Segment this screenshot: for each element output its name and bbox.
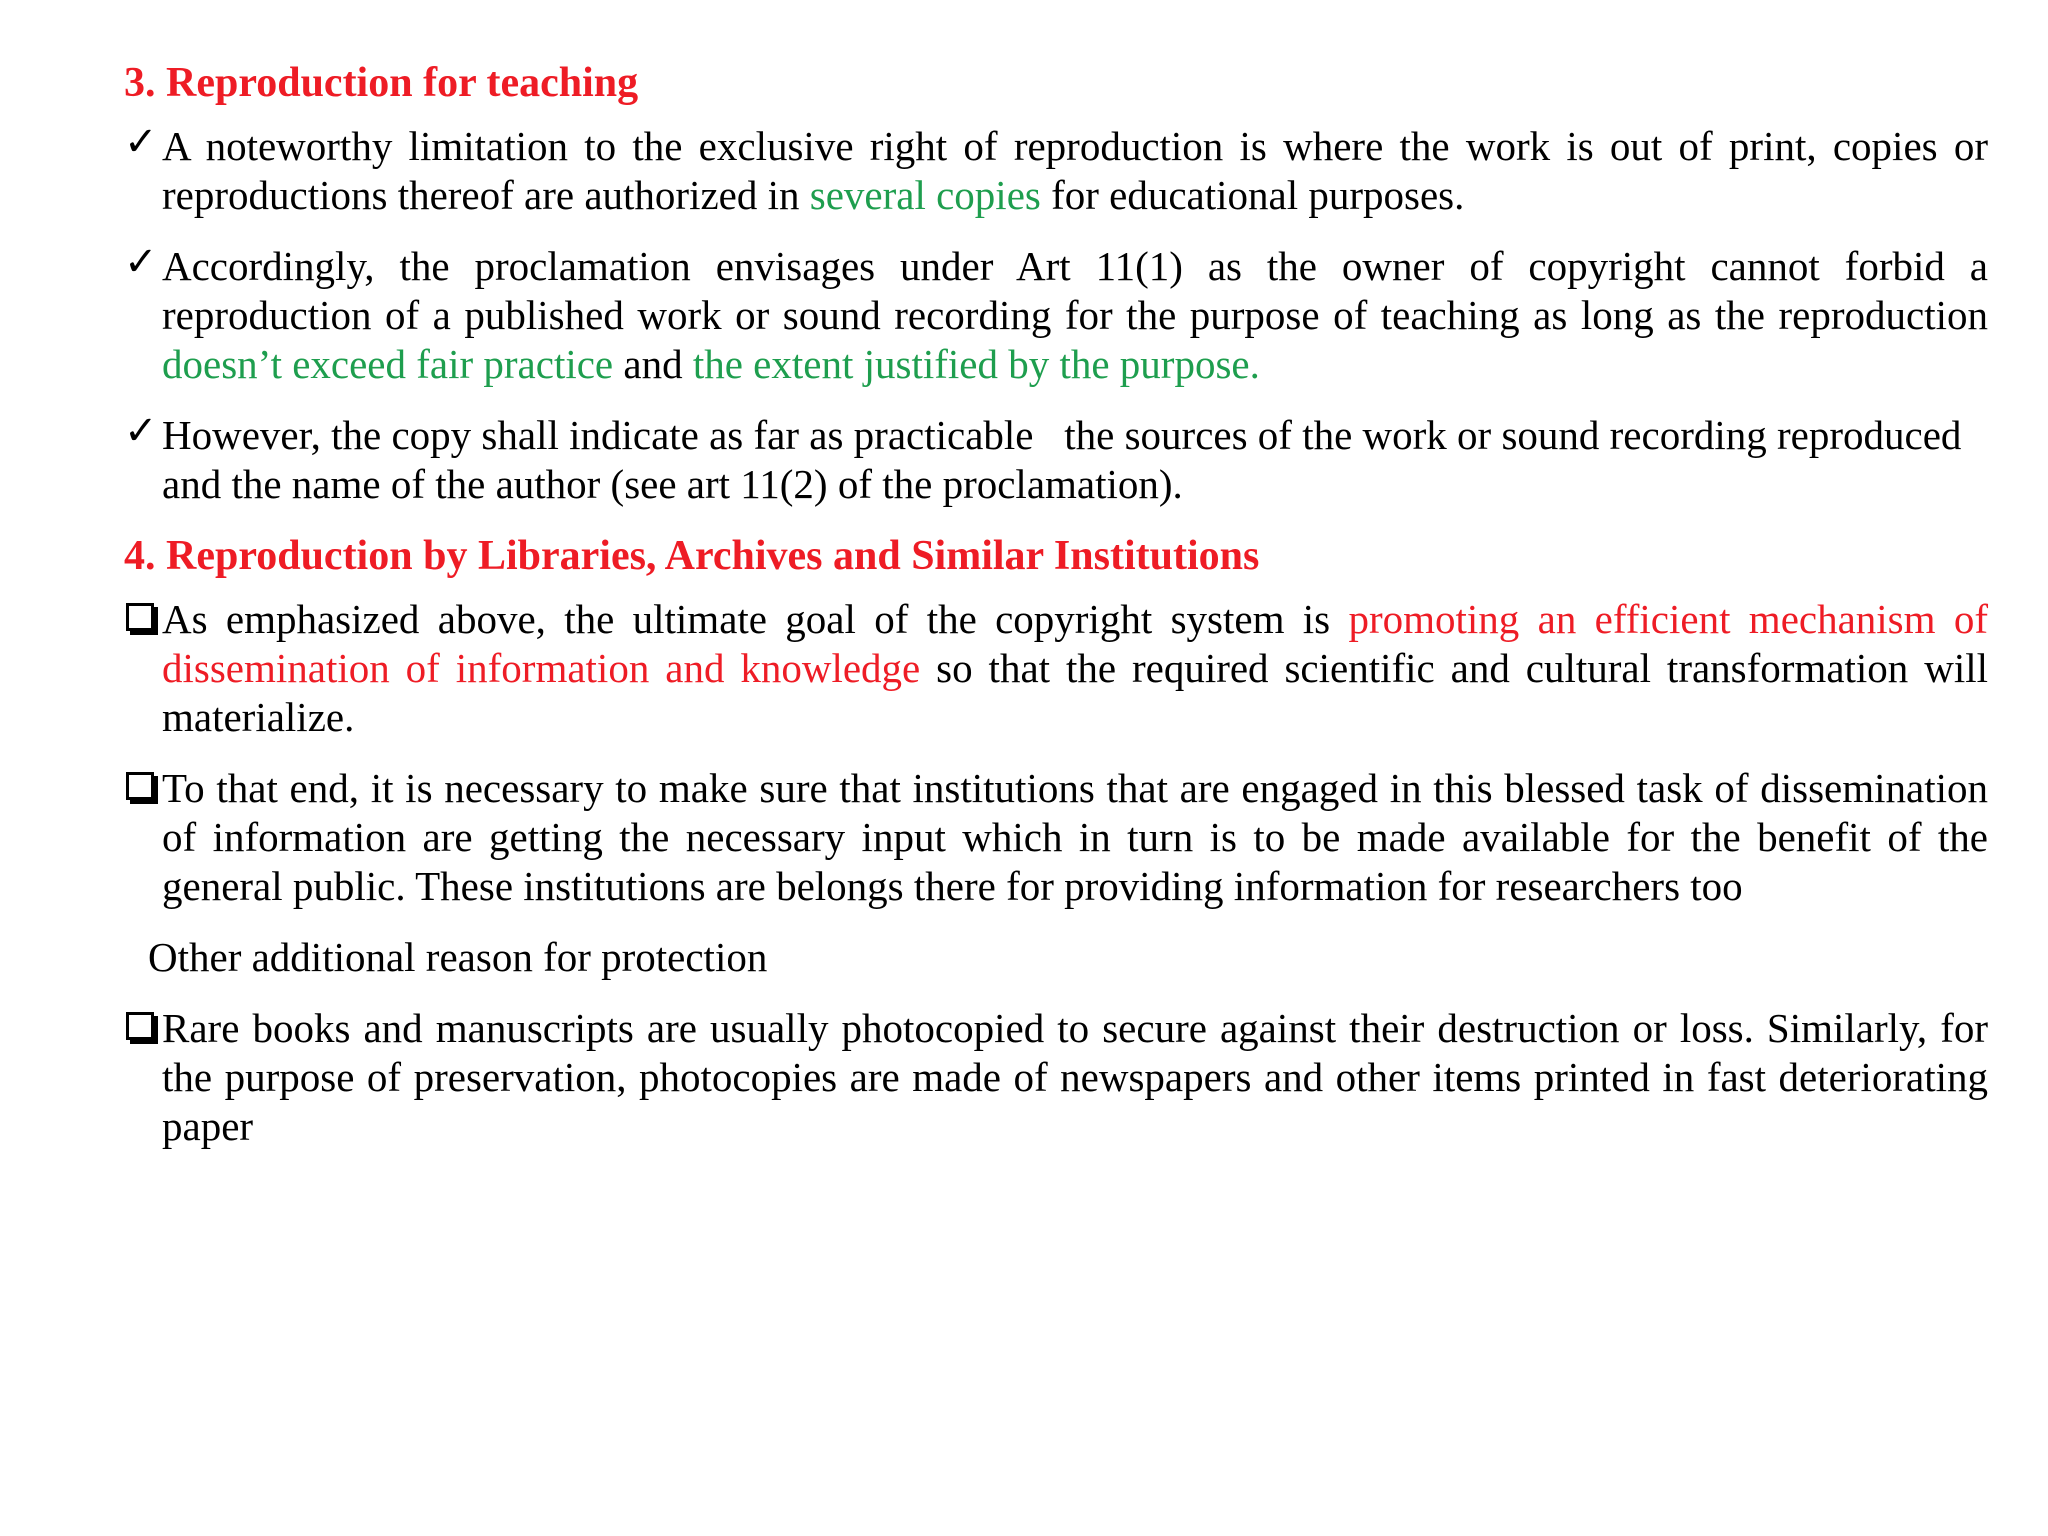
highlight-red: promoting an efficient mechanism of dissemination of information and knowledge	[162, 596, 1989, 691]
bullet-text: To that end, it is necessary to make sure that institutions that are engaged in this blessed task of dissemination of information are getting the necessary input which in turn is to be made available for the benefit of the general public. These institutions are belongs there for providing information for researchers too	[162, 765, 1988, 909]
bullet-text: for educational purposes.	[1040, 172, 1465, 218]
bullet-institutions	[124, 764, 1988, 911]
section-heading-teaching	[124, 58, 1988, 108]
highlight-green: the extent justified by the purpose.	[692, 341, 1260, 387]
square-box-icon	[126, 1012, 154, 1040]
bullet-text: A noteworthy limitation to the exclusive right of reproduction is where the work is out of print, copies or reproductions thereof are authorized in	[162, 123, 1988, 218]
bullet-art-11-1	[124, 239, 1988, 389]
bullet-art-11-2	[124, 408, 1988, 509]
bullet-text: so that the required scientific and cultural transformation will materialize.	[162, 645, 1989, 740]
section-heading-libraries	[124, 531, 1988, 581]
bullet-out-of-print	[124, 119, 1988, 220]
square-box-icon	[126, 603, 154, 631]
highlight-green: doesn’t exceed fair practice	[162, 341, 614, 387]
square-box-icon	[126, 772, 154, 800]
check-icon: ✓	[124, 119, 158, 164]
subheading-other-reason	[148, 933, 1988, 982]
highlight-green: several copies	[809, 172, 1041, 218]
bullet-text: and	[613, 341, 693, 387]
bullet-text: Rare books and manuscripts are usually photocopied to secure against their destruction or loss. Similarly, for the purpose of preservation, photocopies are made of newspapers and other items printed in fast deteriorating paper	[162, 1005, 1988, 1149]
slide-content	[124, 58, 1988, 1173]
bullet-text: Accordingly, the proclamation envisages under Art 11(1) as the owner of copyright cannot forbid a reproduction of a published work or sound recording for the purpose of teaching as long as the reproduction	[162, 243, 1988, 338]
check-icon: ✓	[124, 408, 158, 453]
bullet-text: As emphasized above, the ultimate goal of the copyright system is	[162, 596, 1349, 642]
bullet-rare-books	[124, 1004, 1988, 1151]
bullet-text: However, the copy shall indicate as far as practicable the sources of the work or sound recording reproduced and the name of the author (see art 11(2) of the proclamation).	[162, 412, 1972, 507]
section-heading-text: 4. Reproduction by Libraries, Archives and Similar Institutions	[124, 533, 1260, 579]
bullet-ultimate-goal	[124, 595, 1988, 742]
subheading-text: Other additional reason for protection	[148, 934, 768, 980]
section-heading-text: 3. Reproduction for teaching	[124, 60, 639, 106]
check-icon: ✓	[124, 239, 158, 284]
